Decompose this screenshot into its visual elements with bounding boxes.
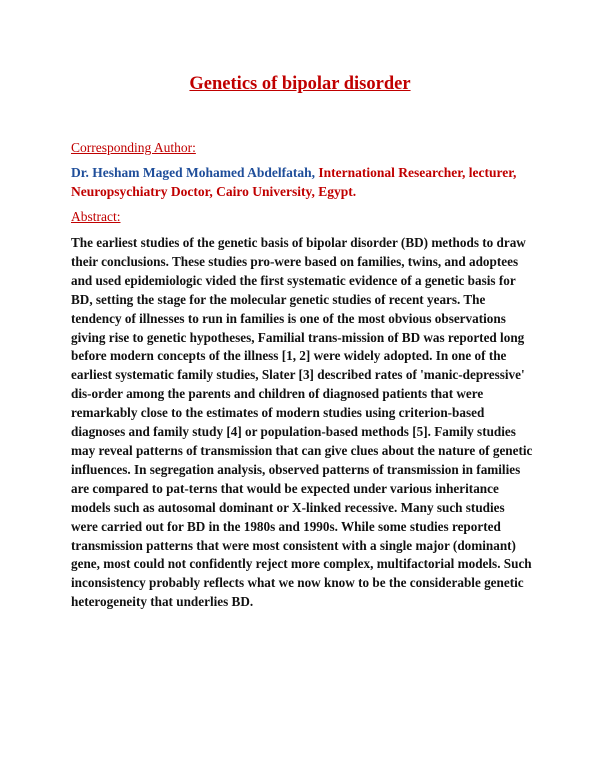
author-affiliation: International Researcher, lecturer, Neuropsychiatry Doctor, Cairo University, Egypt.: [71, 165, 517, 199]
author-block: [71, 164, 541, 201]
author-name: Dr. Hesham Maged Mohamed Abdelfatah,: [71, 165, 316, 180]
corresponding-author-label: Corresponding Author:: [71, 140, 196, 155]
abstract-paragraph: The earliest studies of the genetic basis of bipolar disorder (BD) methods to draw their conclusions. These studies pro-were based on families, twins, and adoptees and used epidemiologic vided the first systematic evidence of a genetic basis for BD, setting the stage for the molecular genetic studies of recent years. The tendency of illnesses to run in families is one of the most obvious observations giving rise to genetic hypotheses, Familial trans-mission of BD was reported long before modern concepts of the illness [1, 2] were widely adopted. In one of the earliest systematic family studies, Slater [3] described rates of 'manic-depressive' dis-order among the parents and children of diagnosed patients that were remarkably close to the estimates of modern studies using criterion-based diagnoses and family study [4] or population-based methods [5]. Family studies may reveal patterns of transmission that can give clues about the nature of genetic influences. In segregation analysis, observed patterns of transmission in families are compared to pat-terns that would be expected under various inheritance models such as autosomal dominant or X-linked recessive. Many such studies were carried out for BD in the 1980s and 1990s. While some studies reported transmission patterns that were most consistent with a single major (dominant) gene, most could not confidently reject more complex, multifactorial models. Such inconsistency probably reflects what we now know to be the considerable genetic heterogeneity that underlies BD.: [71, 235, 533, 610]
document-title: Genetics of bipolar disorder: [189, 74, 411, 94]
abstract-label: Abstract:: [71, 209, 121, 224]
